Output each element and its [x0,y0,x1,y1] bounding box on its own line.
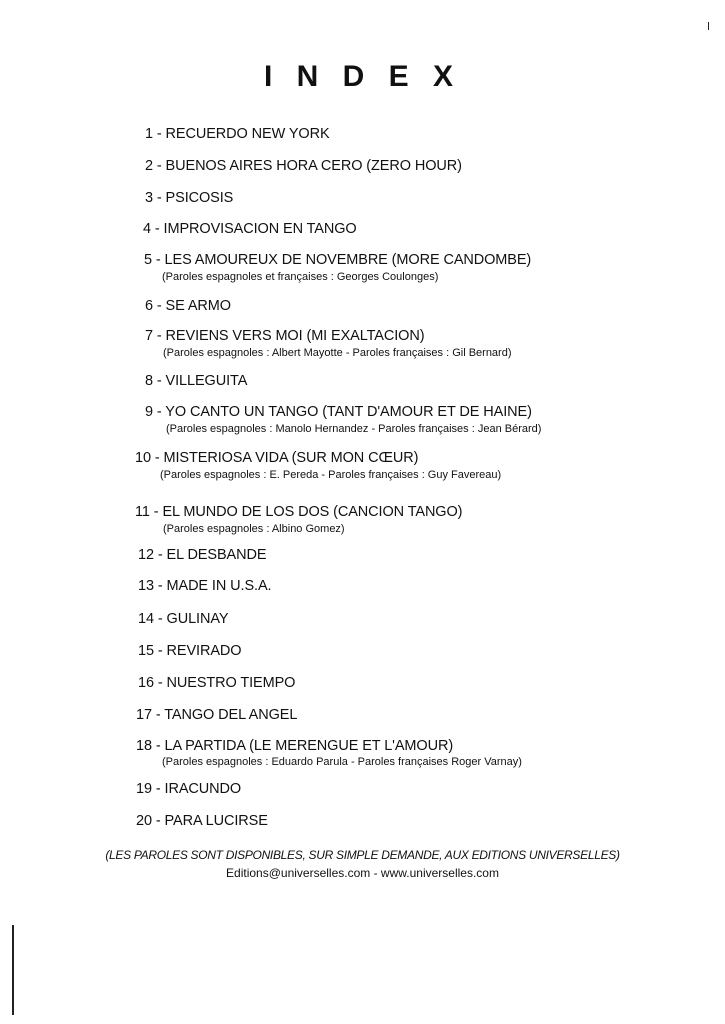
index-entry-7: 7 - REVIENS VERS MOI (MI EXALTACION) [145,328,425,344]
index-entry-15: 15 - REVIRADO [138,643,242,659]
index-entry-20: 20 - PARA LUCIRSE [136,813,268,829]
index-entry-5-credit: (Paroles espagnoles et françaises : Georges Coulonges) [162,271,439,283]
index-entry-19: 19 - IRACUNDO [136,781,242,797]
index-entry-4: 4 - IMPROVISACION EN TANGO [143,221,357,237]
index-entry-18-credit: (Paroles espagnoles : Eduardo Parula - Paroles françaises Roger Varnay) [162,756,522,768]
index-entry-11-credit: (Paroles espagnoles : Albino Gomez) [163,523,345,535]
index-entry-18: 18 - LA PARTIDA (LE MERENGUE ET L'AMOUR) [136,738,454,754]
index-entry-16: 16 - NUESTRO TIEMPO [138,675,296,691]
index-entry-14: 14 - GULINAY [138,611,229,627]
index-entry-13: 13 - MADE IN U.S.A. [138,578,272,594]
index-entry-10: 10 - MISTERIOSA VIDA (SUR MON CŒUR) [135,450,419,466]
footer-note: (LES PAROLES SONT DISPONIBLES, SUR SIMPLE DEMANDE, AUX EDITIONS UNIVERSELLES) [105,848,620,862]
index-entry-6: 6 - SE ARMO [145,298,231,314]
index-entry-8: 8 - VILLEGUITA [145,373,248,389]
index-entry-12: 12 - EL DESBANDE [138,547,267,563]
index-entry-5: 5 - LES AMOUREUX DE NOVEMBRE (MORE CANDOMBE) [144,252,532,268]
index-entry-1: 1 - RECUERDO NEW YORK [145,126,330,142]
footer-contact: Editions@universelles.com - www.universelles.com [226,866,499,880]
index-entry-11: 11 - EL MUNDO DE LOS DOS (CANCION TANGO) [135,504,463,520]
index-entry-17: 17 - TANGO DEL ANGEL [136,707,298,723]
index-entry-9-credit: (Paroles espagnoles : Manolo Hernandez - Paroles françaises : Jean Bérard) [166,423,542,435]
index-entry-7-credit: (Paroles espagnoles : Albert Mayotte - Paroles françaises : Gil Bernard) [163,347,512,359]
page-title: I N D E X [263,60,462,93]
scan-edge-mark [12,925,14,1015]
scan-corner-mark [708,22,709,30]
index-entry-9: 9 - YO CANTO UN TANGO (TANT D'AMOUR ET DE HAINE) [145,404,532,420]
index-entry-10-credit: (Paroles espagnoles : E. Pereda - Paroles françaises : Guy Favereau) [160,469,502,481]
index-entry-2: 2 - BUENOS AIRES HORA CERO (ZERO HOUR) [145,158,462,174]
index-entry-3: 3 - PSICOSIS [145,190,234,206]
